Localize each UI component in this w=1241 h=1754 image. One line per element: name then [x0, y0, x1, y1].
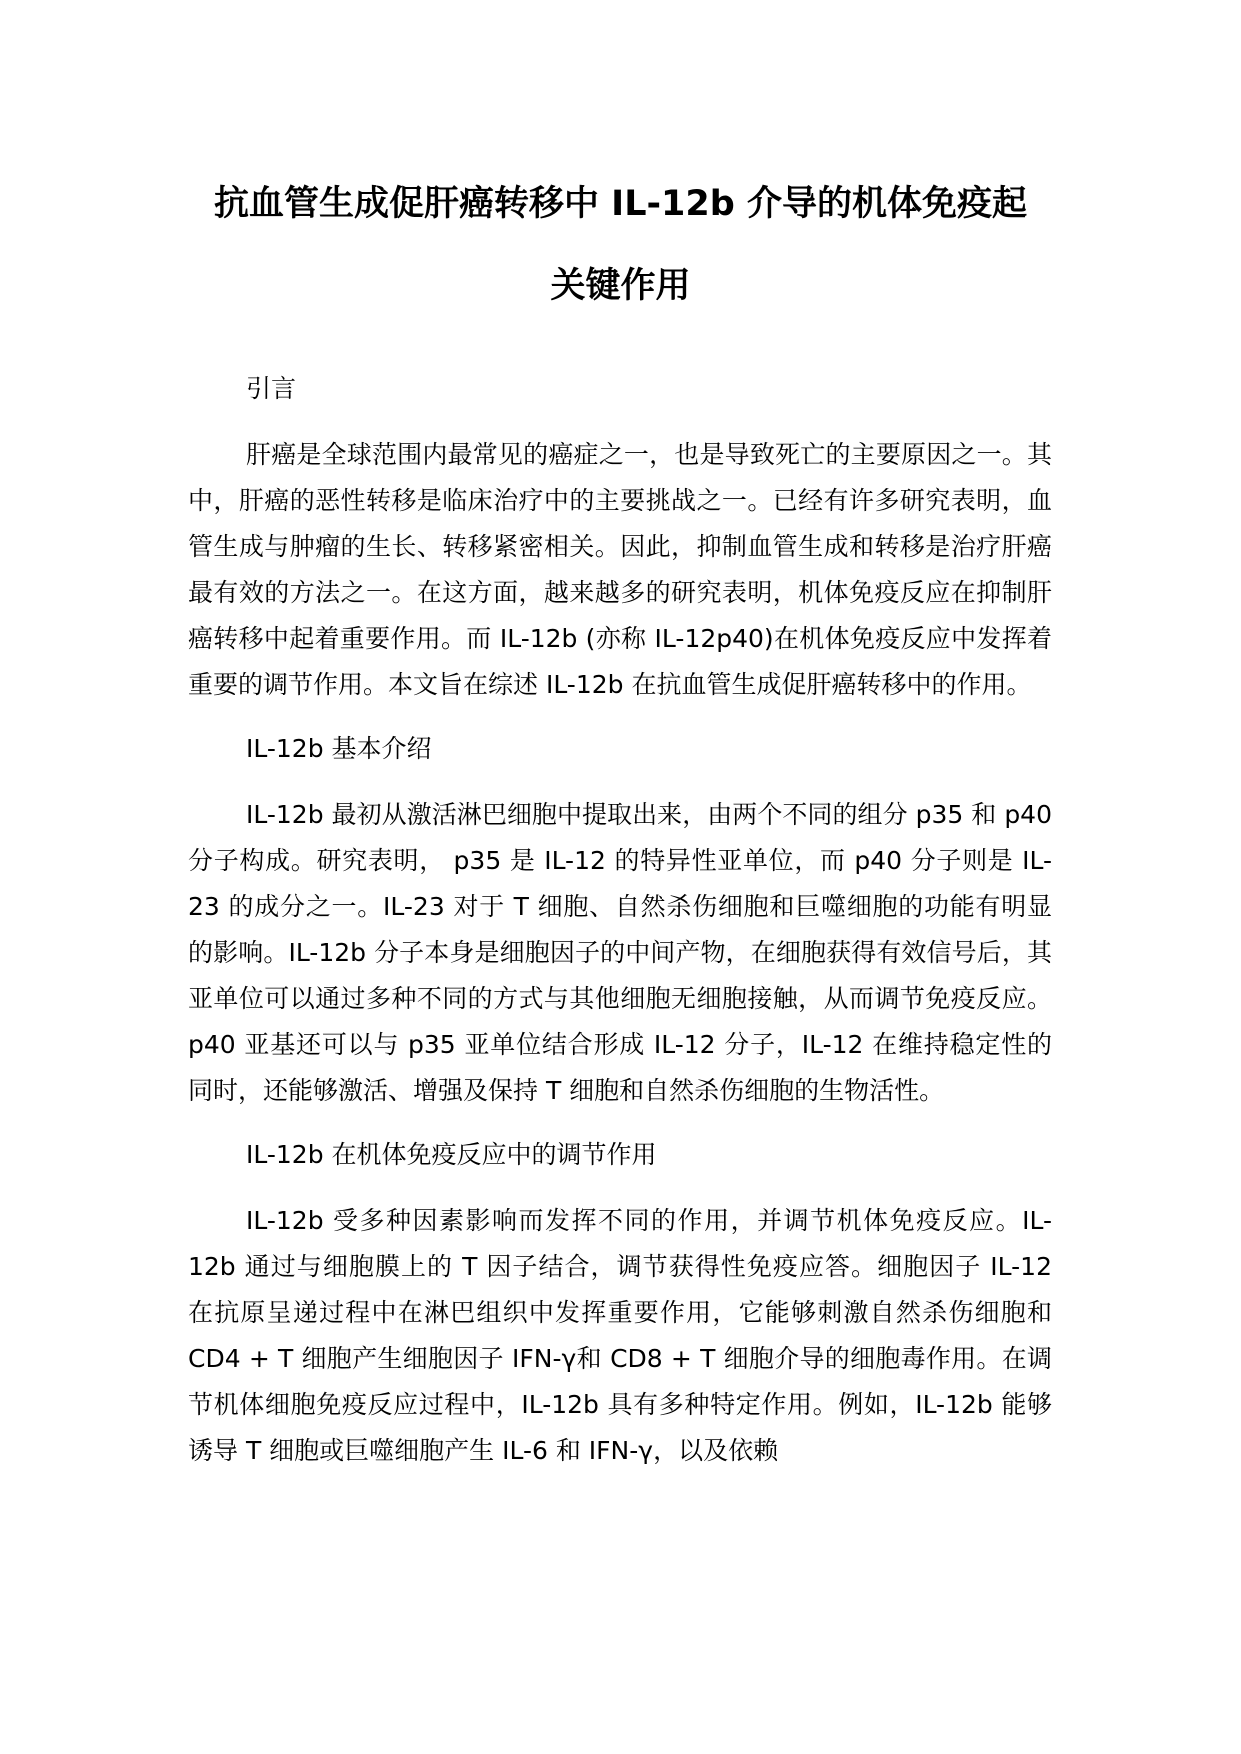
section-heading-immune-regulation: IL-12b 在机体免疫反应中的调节作用: [246, 1140, 657, 1169]
document-body: [188, 366, 1052, 1492]
section-heading-il12b-basics: IL-12b 基本介绍: [246, 734, 432, 763]
section-paragraph-immune-regulation: IL-12b 受多种因素影响而发挥不同的作用，并调节机体免疫反应。IL-12b 通过与细胞膜上的 T 因子结合，调节获得性免疫应答。细胞因子 IL-12 在抗原呈递过程中在淋巴组织中发挥重要作用，它能够刺激自然杀伤细胞和 CD4 + T 细胞产生细胞因子 IFN-γ和 CD8 + T 细胞介导的细胞毒作用。在调节机体细胞免疫反应过程中，IL-12b 具有多种特定作用。例如，IL-12b 能够诱导 T 细胞或巨噬细胞产生 IL-6 和 IFN-γ，以及依赖: [188, 1206, 1052, 1465]
section-heading-introduction: 引言: [246, 374, 297, 403]
document-title-line-2: 关键作用: [550, 266, 691, 306]
section-paragraph-introduction: 肝癌是全球范围内最常见的癌症之一，也是导致死亡的主要原因之一。其中，肝癌的恶性转移是临床治疗中的主要挑战之一。已经有许多研究表明，血管生成与肿瘤的生长、转移紧密相关。因此，抑制血管生成和转移是治疗肝癌最有效的方法之一。在这方面，越来越多的研究表明，机体免疫反应在抑制肝癌转移中起着重要作用。而 IL-12b (亦称 IL-12p40)在机体免疫反应中发挥着重要的调节作用。本文旨在综述 IL-12b 在抗血管生成促肝癌转移中的作用。: [188, 440, 1052, 699]
section-paragraph-il12b-basics: IL-12b 最初从激活淋巴细胞中提取出来，由两个不同的组分 p35 和 p40 分子构成。研究表明， p35 是 IL-12 的特异性亚单位，而 p40 分子则是 IL-23 的成分之一。IL-23 对于 T 细胞、自然杀伤细胞和巨噬细胞的功能有明显的影响。IL-12b 分子本身是细胞因子的中间产物，在细胞获得有效信号后，其亚单位可以通过多种不同的方式与其他细胞无细胞接触，从而调节免疫反应。p40 亚基还可以与 p35 亚单位结合形成 IL-12 分子，IL-12 在维持稳定性的同时，还能够激活、增强及保持 T 细胞和自然杀伤细胞的生物活性。: [188, 800, 1052, 1105]
document-title-line-1: 抗血管生成促肝癌转移中 IL-12b 介导的机体免疫起: [214, 184, 1027, 224]
